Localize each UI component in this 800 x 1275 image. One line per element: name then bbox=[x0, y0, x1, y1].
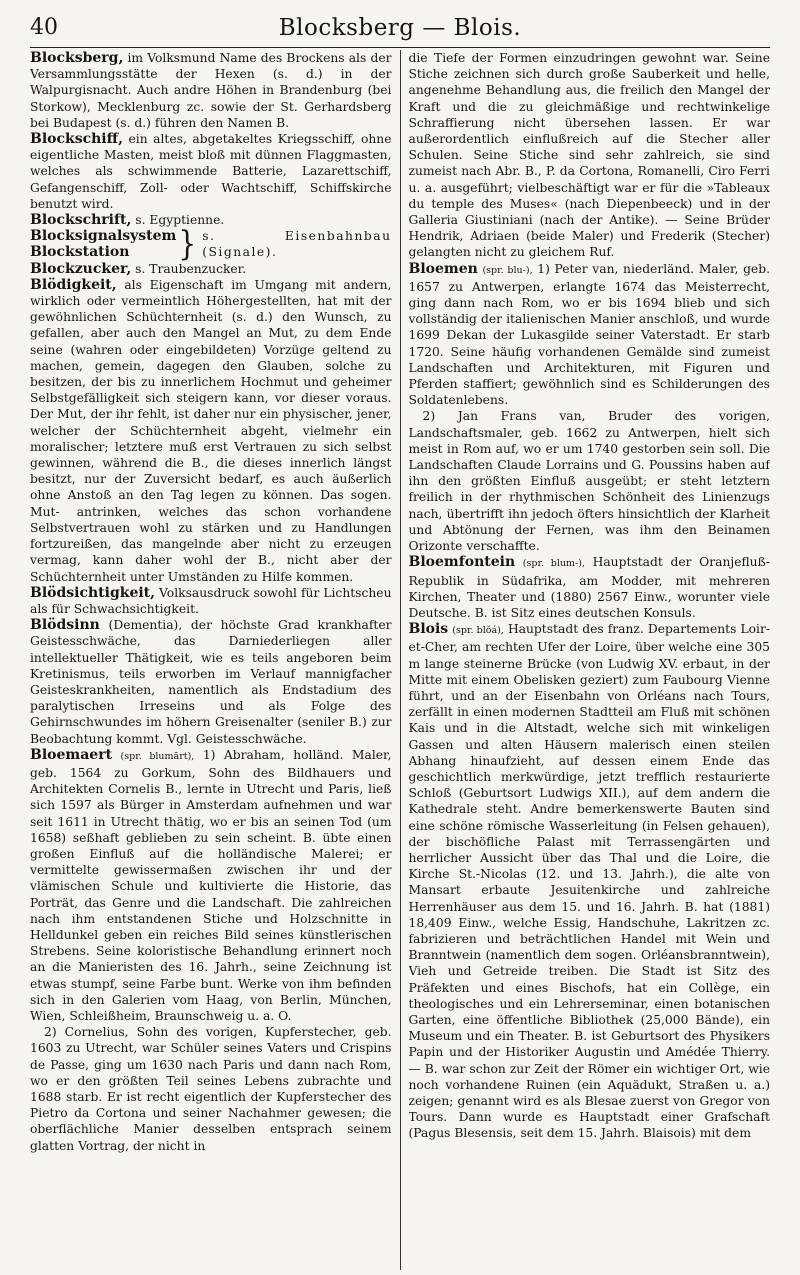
pronunciation: (spr. blŏá), bbox=[452, 625, 504, 637]
headword: Blockschrift, bbox=[30, 212, 132, 229]
entry-blockschrift bbox=[30, 212, 392, 228]
right-column bbox=[409, 50, 771, 1270]
entry-continuation: die Tiefe der Formen einzudringen gewohnt war. Seine Stiche zeichnen sich durch große Sauberkeit und helle, angenehme Behandlung aus, die freilich den Mangel der Kraft und die zu gleichmäßige und rechtwinkelige Schraffierung nicht übersehen lassen. Er war außerordentlich einflußreich auf die Stecher aller Schulen. Seine Stiche sind sehr zahlreich, sie sind zumeist nach Abr. B., P. da Cortona, Romanelli, Ciro Ferri u. a. ausgeführt; vielbeschäftigt war er für die »Tableaux du temple des Muses« (nach Diepenbeeck) und in der Galleria Giustiniani (nach der Antike). — Seine Brüder Hendrik, Adriaen (beide Maler) und Frederik (Stecher) gelangten nicht zu gleichem Ruf. bbox=[408, 51, 770, 260]
entry-bloemen-sub: 2) Jan Frans van, Bruder des vorigen, Landschaftsmaler, geb. 1662 zu Antwerpen, hielt sich meist in Rom auf, wo er um 1740 gestorben sein soll. Die Landschaften Claude Lorrains und G. Poussins haben auf ihn den größten Einfluß ausgeübt; er steht letztern freilich in der rhythmischen Schönheit des Linienzugs nach, übertrifft ihn jedoch öfters hinsichtlich der Klarheit und Abtönung der Fernen, was ihm den Beinamen Orizonte verschaffte. bbox=[408, 409, 770, 554]
entry-text: im Volksmund Name des Brockens als der Versammlungsstätte der Hexen (s. d.) in der Walpurgisnacht. Auch andre Höhen in Brandenburg (bei Storkow), Mecklenburg zc. sowie der St. Gerhardsberg bei Budapest (s. d.) führen den Namen B. bbox=[30, 51, 392, 130]
entry-text: 1) Abraham, holländ. Maler, geb. 1564 zu Gorkum, Sohn des Bildhauers und Architekten Cornelis B., lernte in Utrecht und Paris, ließ sich 1597 als Bürger in Amsterdam aufnehmen und war seit 1611 in Utrecht thätig, wo er bis an seinen Tod (um 1658) seßhaft geblieben zu sein scheint. B. übte einen großen Einfluß auf die holländische Malerei; er vermittelte gewissermaßen zwischen ihr und der vlämischen Schule und kultivierte die Historie, das Porträt, das Genre und die Landschaft. Die zahlreichen nach ihm entstandenen Stiche und Holzschnitte in Helldunkel geben ein reiches Bild seines künstlerischen Strebens. Seine koloristische Behandlung erinnert noch an die Manieristen des 16. Jahrh., seine Zeichnung ist etwas stumpf, seine Farbe bunt. Werke von ihm befinden sich in den Galerien vom Haag, von Berlin, München, Wien, Schleißheim, Braunschweig u. a. O. bbox=[30, 747, 392, 1023]
entry-text: als Eigenschaft im Umgang mit andern, wirklich oder vermeintlich Höhergestellten, hat mit der gewöhnlichen Schüchternheit (s. d.) den Wunsch, zu gefallen, aber auch den Mangel an Mut, zu dem Ende seine (wahren oder eingebildeten) Vorzüge geltend zu machen, gemein, dagegen den Glauben, solche zu besitzen, der bis zu innerlichem Hochmut und geheimer Selbstgefälligkeit sich steigern kann, vor dieser voraus. Der Mut, der ihr fehlt, ist daher nur ein physischer, jener, welcher der Schüchternheit abgeht, vielmehr ein moralischer; letztere muß erst Vertrauen zu sich selbst gewinnen, während die B., die dieses innerlich längst besitzt, nur der Zuversicht bedarf, es auch äußerlich ohne Anstoß an den Tag legen zu können. Das sogen. Mut- antrinken, welches das schon vorhandene Selbstvertrauen wohl zu stärken und zu Handlungen fortzureißen, das mangelnde aber nicht zu erzeugen vermag, kann daher wohl der B., nicht aber der Schüchternheit unter Umständen zu Hilfe kommen. bbox=[30, 277, 392, 584]
headword: Blois bbox=[408, 621, 449, 638]
headword: Bloemfontein bbox=[408, 554, 516, 571]
running-header bbox=[30, 8, 770, 48]
left-column bbox=[30, 50, 392, 1270]
entry-bloemaert bbox=[30, 747, 392, 1024]
headword: Blödsinn bbox=[30, 617, 100, 634]
page-number: 40 bbox=[30, 15, 58, 40]
entry-bloemfontein bbox=[409, 554, 771, 621]
headword: Blödsichtigkeit, bbox=[30, 584, 156, 601]
entry-blocksberg bbox=[30, 50, 392, 131]
entry-blockzucker bbox=[30, 261, 392, 277]
entry-text: Volksausdruck sowohl für Lichtscheu als für Schwachsichtigkeit. bbox=[30, 585, 392, 616]
entry-blois bbox=[409, 621, 771, 1142]
entry-bloedsinn bbox=[30, 617, 392, 747]
entry-text: s. Egyptienne. bbox=[135, 213, 225, 228]
entry-text: s. Traubenzucker. bbox=[135, 261, 247, 276]
headword: Blockschiff, bbox=[30, 131, 123, 148]
entry-text: Hauptstadt des franz. Departements Loir-et-Cher, am rechten Ufer der Loire, über welche eine 305 m lange steinerne Brücke (von Ludwig XV. erbaut, in der Mitte mit einem Obelisken geziert) zum Faubourg Vienne führt, und an der Eisenbahn von Orléans nach Tours, zerfällt in einen modernen Stadtteil am Fluß mit schönen Kais und in die Altstadt, welche sich mit winkeligen Gassen und alten Häusern malerisch einen steilen Abhang hinaufzieht, auf dessen einem Ende das geschichtlich merkwürdige, jetzt trefflich restaurierte Schloß (Geburtsort Ludwigs XII.), auf dem andern die Kathedrale steht. Andre bemerkenswerte Bauten sind eine schöne römische Wasserleitung (in Felsen gehauen), der bischöfliche Palast mit Terrassengärten und herrlicher Aussicht über das Thal und die Loire, die Kirche St.-Nicolas (12. und 13. Jahrh.), die alte von Mansart erbaute Jesuitenkirche und zahlreiche Herrenhäuser aus dem 15. und 16. Jahrh. B. hat (1881) 18,409 Einw., welche Essig, Handschuhe, Lakritzen zc. fabrizieren und beträchtlichen Handel mit Wein und Branntwein (namentlich dem sogen. Orléansbranntwein), Vieh und Getreide treiben. Die Stadt ist Sitz des Präfekten und eines Bischofs, hat ein Collège, ein theologisches und ein Lehrerseminar, einen botanischen Garten, eine öffentliche Bibliothek (25,000 Bände), ein Museum und ein Theater. B. ist Geburtsort des Physikers Papin und der Historiker Augustin und Amédée Thierry. — B. war schon zur Zeit der Römer ein wichtiger Ort, wie noch vorhandene Ruinen (ein Aquädukt, Straßen u. a.) zeigen; genannt wird es als Blesae zuerst von Gregor von Tours. Dann wurde es Hauptstadt einer Grafschaft (Pagus Blesensis, seit dem 15. Jahrh. Blaisois) mit dem bbox=[408, 622, 770, 1141]
entry-text: s. Eisenbahnbau (Signale). bbox=[202, 229, 392, 260]
entry-bloedigkeit bbox=[30, 277, 392, 585]
entry-text: (Dementia), der höchste Grad krankhafter Geistesschwäche, das Darniederliegen aller intellektueller Thätigkeit, wie es teils angeboren beim Kretinismus, teils erworben im Verlauf mannigfacher Geisteskrankheiten, namentlich als Endstadium des paralytischen Irreseins und als Folge des Gehirnschwundes im höhern Greisenalter (seniler B.) zur Beobachtung kommt. Vgl. Geistesschwäche. bbox=[30, 618, 392, 746]
entry-text: 1) Peter van, niederländ. Maler, geb. 1657 zu Antwerpen, erlangte 1674 das Meisterrecht, ging dann nach Rom, wo er bis 1694 blieb und sich vollständig der italienischen Manier anschloß, und wurde 1699 Dekan der Lukasgilde seiner Vaterstadt. Er starb 1720. Seine häufig vorhandenen Gemälde sind zumeist Landschaften und Architekturen, mit Figuren und Pferden staffiert; gewöhnlich sind es Schilderungen des Soldatenlebens. bbox=[408, 261, 770, 408]
brace-glyph: } bbox=[178, 224, 197, 264]
headword-pair bbox=[30, 228, 176, 260]
headword: Blockzucker, bbox=[30, 260, 132, 277]
headword: Blocksignalsystem bbox=[30, 228, 177, 245]
two-column-body bbox=[30, 50, 770, 1270]
pronunciation: (spr. blum-), bbox=[522, 558, 585, 570]
entry-bloemaert-sub: 2) Cornelius, Sohn des vorigen, Kupferstecher, geb. 1603 zu Utrecht, war Schüler seines Vaters und Crispins de Passe, ging um 1630 nach Paris und dann nach Rom, wo er den größten Teil seines Lebens zubrachte und 1688 starb. Er ist recht eigentlich der Kupferstecher des Pietro da Cortona und seiner Nachahmer gewesen; die oberflächliche Manier desselben entsprach seinem glatten Vortrag, der nicht in bbox=[30, 1025, 392, 1153]
entry-blockschiff bbox=[30, 131, 392, 212]
headword: Bloemaert bbox=[30, 746, 113, 763]
pronunciation: (spr. blumārt), bbox=[120, 750, 195, 762]
headword: Blocksberg, bbox=[30, 50, 124, 66]
headword: Bloemen bbox=[408, 260, 478, 277]
headword: Blödigkeit, bbox=[30, 276, 117, 293]
page-title: Blocksberg — Blois. bbox=[278, 14, 522, 41]
entry-text: ein altes, abgetakeltes Kriegsschiff, ohne eigentliche Masten, meist bloß mit dünnen Flaggmasten, welches als schwimmende Batterie, Lazarettschiff, Gefangenschiff, Zoll- oder Wachtschiff, Schiffskirche benutzt wird. bbox=[30, 132, 392, 211]
entry-bloedsichtigkeit bbox=[30, 585, 392, 617]
column-divider bbox=[400, 50, 401, 1270]
entry-text: Hauptstadt der Oranjefluß-Republik in Südafrika, am Modder, mit mehreren Kirchen, Theater und (1880) 2567 Einw., worunter viele Deutsche. B. ist Sitz eines deutschen Konsuls. bbox=[408, 555, 770, 620]
entry-bloemen bbox=[409, 261, 771, 409]
headword: Blockstation bbox=[30, 244, 130, 261]
pronunciation: (spr. blu-), bbox=[482, 264, 533, 276]
entry-blocksignalsystem bbox=[30, 224, 392, 264]
